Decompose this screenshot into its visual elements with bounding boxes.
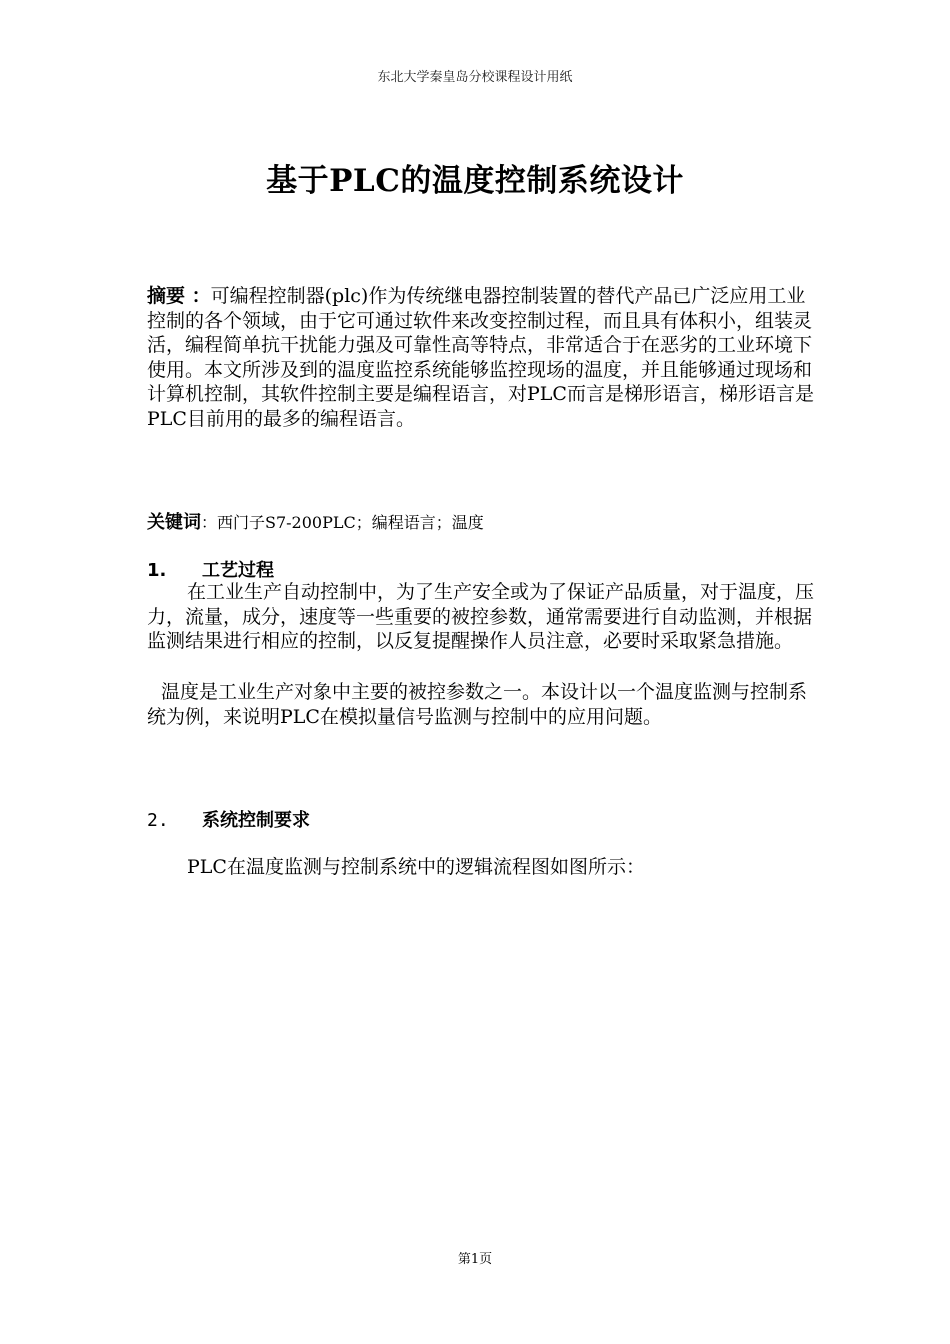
page-number: 第1页 xyxy=(457,1252,493,1267)
section-heading-2 xyxy=(147,806,815,832)
section-title-2: 系统控制要求 xyxy=(202,810,310,831)
keywords-text: ：西门子S7-200PLC；编程语言；温度 xyxy=(201,513,484,532)
abstract-block xyxy=(147,284,815,431)
section-heading-1 xyxy=(147,556,815,582)
document-title: 基于PLC的温度控制系统设计 xyxy=(266,163,684,199)
keywords-block xyxy=(147,508,815,534)
abstract-text: 可编程控制器(plc)作为传统继电器控制装置的替代产品已广泛应用工业控制的各个领域，由于它可通过软件来改变控制过程，而且具有体积小，组装灵活，编程简单抗干扰能力强及可靠性高等特点，非常适合于在恶劣的工业环境下使用。本文所涉及到的温度监控系统能够监控现场的温度，并且能够通过现场和计算机控制，其软件控制主要是编程语言，对PLC而言是梯形语言，梯形语言是PLC目前用的最多的编程语言。 xyxy=(147,285,814,430)
section-title-1: 工艺过程 xyxy=(202,560,274,581)
section-1-paragraph-2: 温度是工业生产对象中主要的被控参数之一。本设计以一个温度监测与控制系统为例，来说明PLC在模拟量信号监测与控制中的应用问题。 xyxy=(147,681,808,728)
keywords-label: 关键词 xyxy=(147,512,201,533)
section-number-2: 2. xyxy=(147,810,169,831)
section-2-paragraph-1: PLC在温度监测与控制系统中的逻辑流程图如图所示： xyxy=(187,856,645,878)
page-header: 东北大学秦皇岛分校课程设计用纸 xyxy=(377,70,573,85)
abstract-label: 摘要 ： xyxy=(147,285,211,307)
section-1-paragraph-1: 在工业生产自动控制中，为了生产安全或为了保证产品质量，对于温度，压力，流量，成分，速度等一些重要的被控参数，通常需要进行自动监测，并根据监测结果进行相应的控制，以反复提醒操作人员注意，必要时采取紧急措施。 xyxy=(147,581,815,652)
section-number-1: 1. xyxy=(147,560,167,581)
